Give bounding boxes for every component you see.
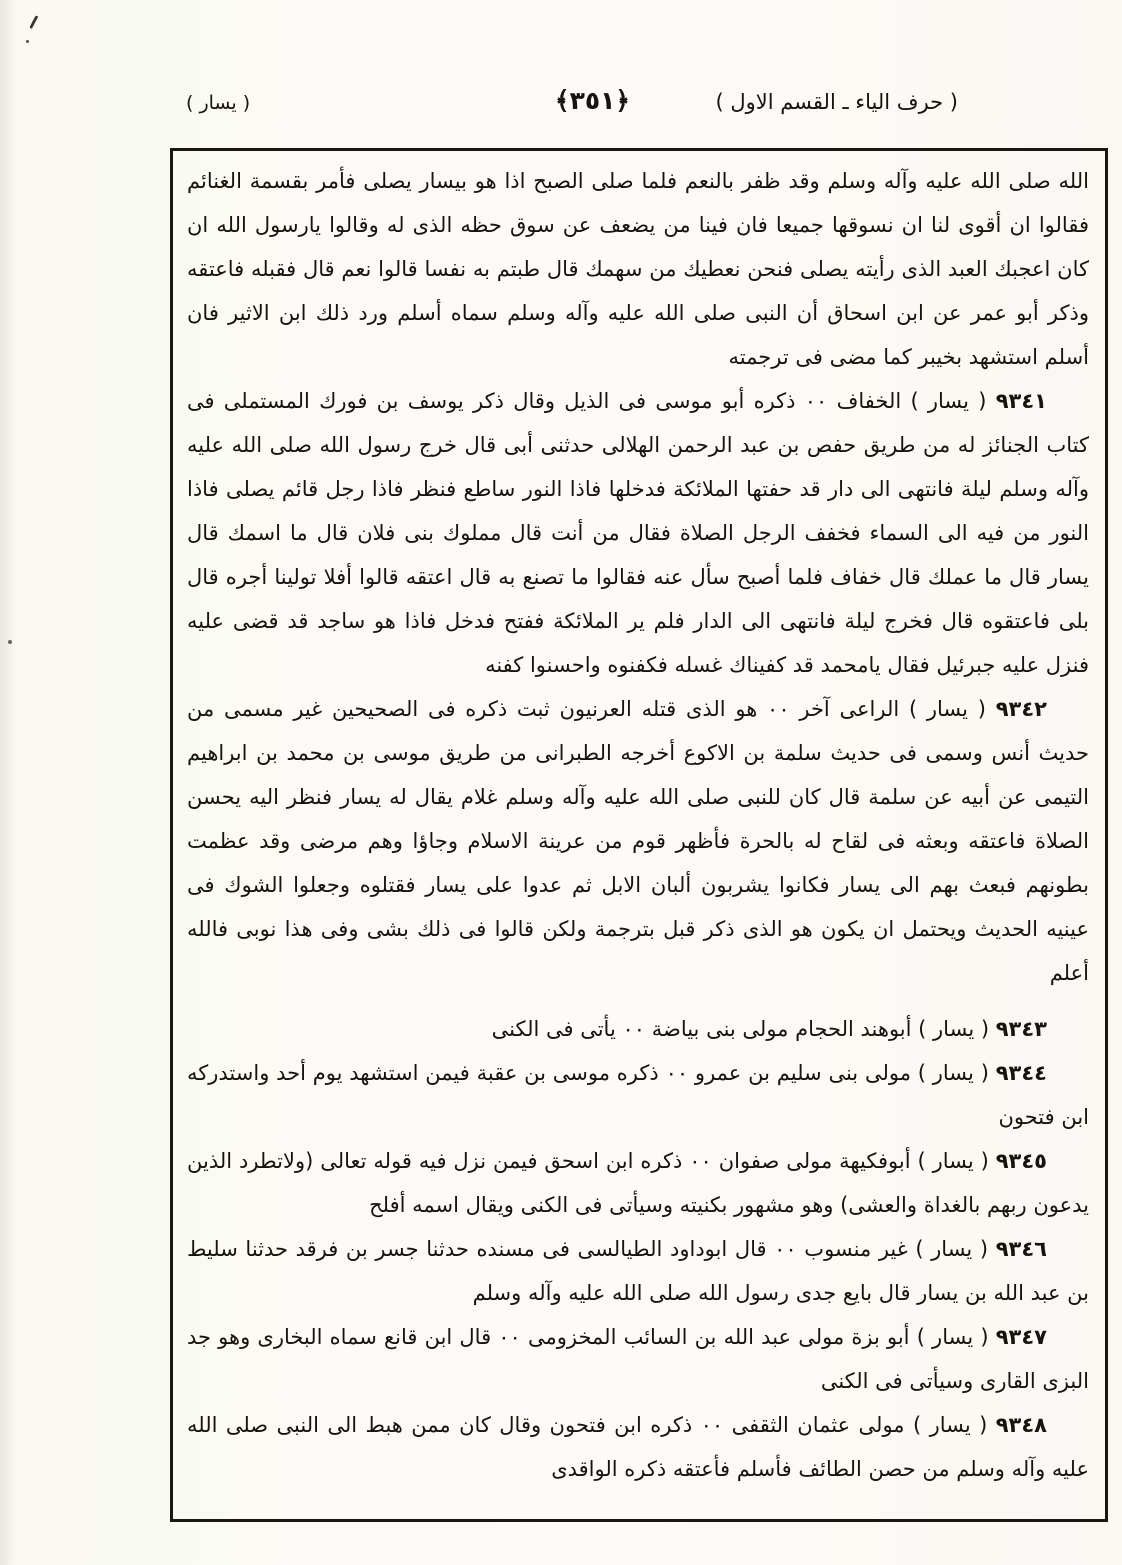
entry-9345 [187, 1139, 1089, 1227]
entry-number: ٩٣٤٤ [995, 1061, 1047, 1085]
entry-text: أبوهند الحجام مولى بنى بياضة ٠٠ يأتى فى الكنى [491, 1017, 912, 1041]
entry-text: غير منسوب ٠٠ قال ابوداود الطيالسى فى مسنده حدثنا جسر بن فرقد حدثنا سليط بن عبد الله بن يسار قال بايع جدى رسول الله صلى الله عليه وآله وسلم [187, 1237, 1089, 1305]
entry-text: مولى عثمان الثقفى ٠٠ ذكره ابن فتحون وقال كان ممن هبط الى النبى صلى الله عليه وآله وسلم من حصن الطائف فأسلم فأعتقه ذكره الواقدى [187, 1413, 1089, 1481]
entry-number: ٩٣٤٨ [995, 1413, 1047, 1437]
scan-speck [26, 40, 29, 43]
entry-9348 [187, 1403, 1089, 1491]
page-number: ﴿٣٥١﴾ [554, 86, 630, 115]
entry-9347 [187, 1315, 1089, 1403]
entry-text: الخفاف ٠٠ ذكره أبو موسى فى الذيل وقال ذكر يوسف بن فورك المستملى فى كتاب الجنائز له من طريق حفص بن عبد الرحمن الهلالى حدثنى أبى قال خرج رسول الله صلى الله عليه وآله وسلم ليلة فانتهى الى دار قد حفتها الملائكة فدخلها فاذا النور ساطع فنظر فاذا رجل قائم يصلى فاذا النور من فيه الى السماء فخفف الرجل الصلاة فقال من أنت قال مملوك بنى فلان قال ما اسمك قال يسار قال ما عملك قال خفاف فلما أصبح سأل عنه فقالوا ما تصنع به قال اعتقه قالوا أفلا تولينا أجره قال بلى فاعتقوه قال فخرج ليلة فانتهى الى الدار فلم ير الملائكة ففتح فدخل فاذا هو ساجد قد قضى عليه فنزل عليه جبرئيل فقال يامحمد قد كفيناك غسله فكفنوه واحسنوا كفنه [187, 389, 1089, 677]
entry-name: ( يسار ) [912, 1413, 988, 1437]
entry-name: ( يسار ) [918, 1017, 990, 1041]
entry-name: ( يسار ) [915, 1237, 989, 1261]
scan-speck [8, 640, 12, 644]
entry-9341 [187, 379, 1089, 687]
entry-number: ٩٣٤٧ [995, 1325, 1047, 1349]
page-header [170, 86, 1110, 126]
entry-number: ٩٣٤١ [995, 389, 1048, 413]
header-catchword: ( يسار ) [186, 92, 251, 114]
entry-text: أبوفكيهة مولى صفوان ٠٠ ذكره ابن اسحق فيمن نزل فيه قوله تعالى (ولاتطرد الذين يدعون ربهم بالغداة والعشى) وهو مشهور بكنيته وسيأتى فى الكنى ويقال اسمه أفلح [187, 1149, 1089, 1217]
entry-text: أبو بزة مولى عبد الله بن السائب المخزومى ٠٠ قال ابن قانع سماه البخارى وهو جد البزى القارى وسيأتى فى الكنى [187, 1325, 1089, 1393]
entry-name: ( يسار ) [917, 1061, 989, 1085]
entry-9343 [187, 1007, 1089, 1051]
entry-number: ٩٣٤٢ [995, 697, 1047, 721]
header-chapter-title: ( حرف الياء ـ القسم الاول ) [715, 90, 958, 114]
continuation-paragraph: الله صلى الله عليه وآله وسلم وقد ظفر بالنعم فلما صلى الصبح اذا هو بيسار يصلى فأمر بقسمة الغنائم فقالوا ان أقوى لنا ان نسوقها جميعا فان فينا من يضعف عن سوق حظه الذى له وقالوا يارسول الله ان كان اعجبك العبد الذى رأيته يصلى فنحن نعطيك من سهمك قال طبتم به نفسا قالوا نعم قال فقبله فاعتقه وذكر أبو عمر عن ابن اسحاق أن النبى صلى الله عليه وآله وسلم سماه أسلم ورد ذلك ابن الاثير فان أسلم استشهد بخيبر كما مضى فى ترجمته [187, 169, 1089, 369]
entry-text: مولى بنى سليم بن عمرو ٠٠ ذكره موسى بن عقبة فيمن استشهد يوم أحد واستدركه ابن فتحون [187, 1061, 1089, 1129]
entry-name: ( يسار ) [908, 697, 986, 721]
text-frame [170, 148, 1108, 1522]
scan-speck [29, 15, 42, 31]
entry-name: ( يسار ) [917, 1149, 989, 1173]
entry-number: ٩٣٤٣ [995, 1017, 1047, 1041]
entry-number: ٩٣٤٦ [995, 1237, 1047, 1261]
entry-name: ( يسار ) [916, 1325, 989, 1349]
entry-9342 [187, 687, 1089, 995]
entry-9344 [187, 1051, 1089, 1139]
entry-name: ( يسار ) [910, 389, 987, 413]
entry-text: الراعى آخر ٠٠ هو الذى قتله العرنيون ثبت ذكره فى الصحيحين غير مسمى من حديث أنس وسمى فى حديث سلمة بن الاكوع أخرجه الطبرانى من طريق موسى بن محمد بن ابراهيم التيمى عن أبيه عن سلمة قال كان للنبى صلى الله عليه وآله وسلم غلام يقال له يسار فنظر اليه يحسن الصلاة فاعتقه وبعثه فى لقاح له بالحرة فأظهر قوم من عرينة الاسلام وجاؤا وهم مرضى وقد عظمت بطونهم فبعث بهم الى يسار فكانوا يشربون ألبان الابل ثم عدوا على يسار فقتلوه وجعلوا الشوك فى عينيه الحديث ويحتمل ان يكون هو الذى ذكر قبل بترجمة ولكن قالوا فى ذلك بشى وفى هذا نوبى فالله أعلم [187, 697, 1089, 985]
entry-9346 [187, 1227, 1089, 1315]
entry-number: ٩٣٤٥ [995, 1149, 1047, 1173]
